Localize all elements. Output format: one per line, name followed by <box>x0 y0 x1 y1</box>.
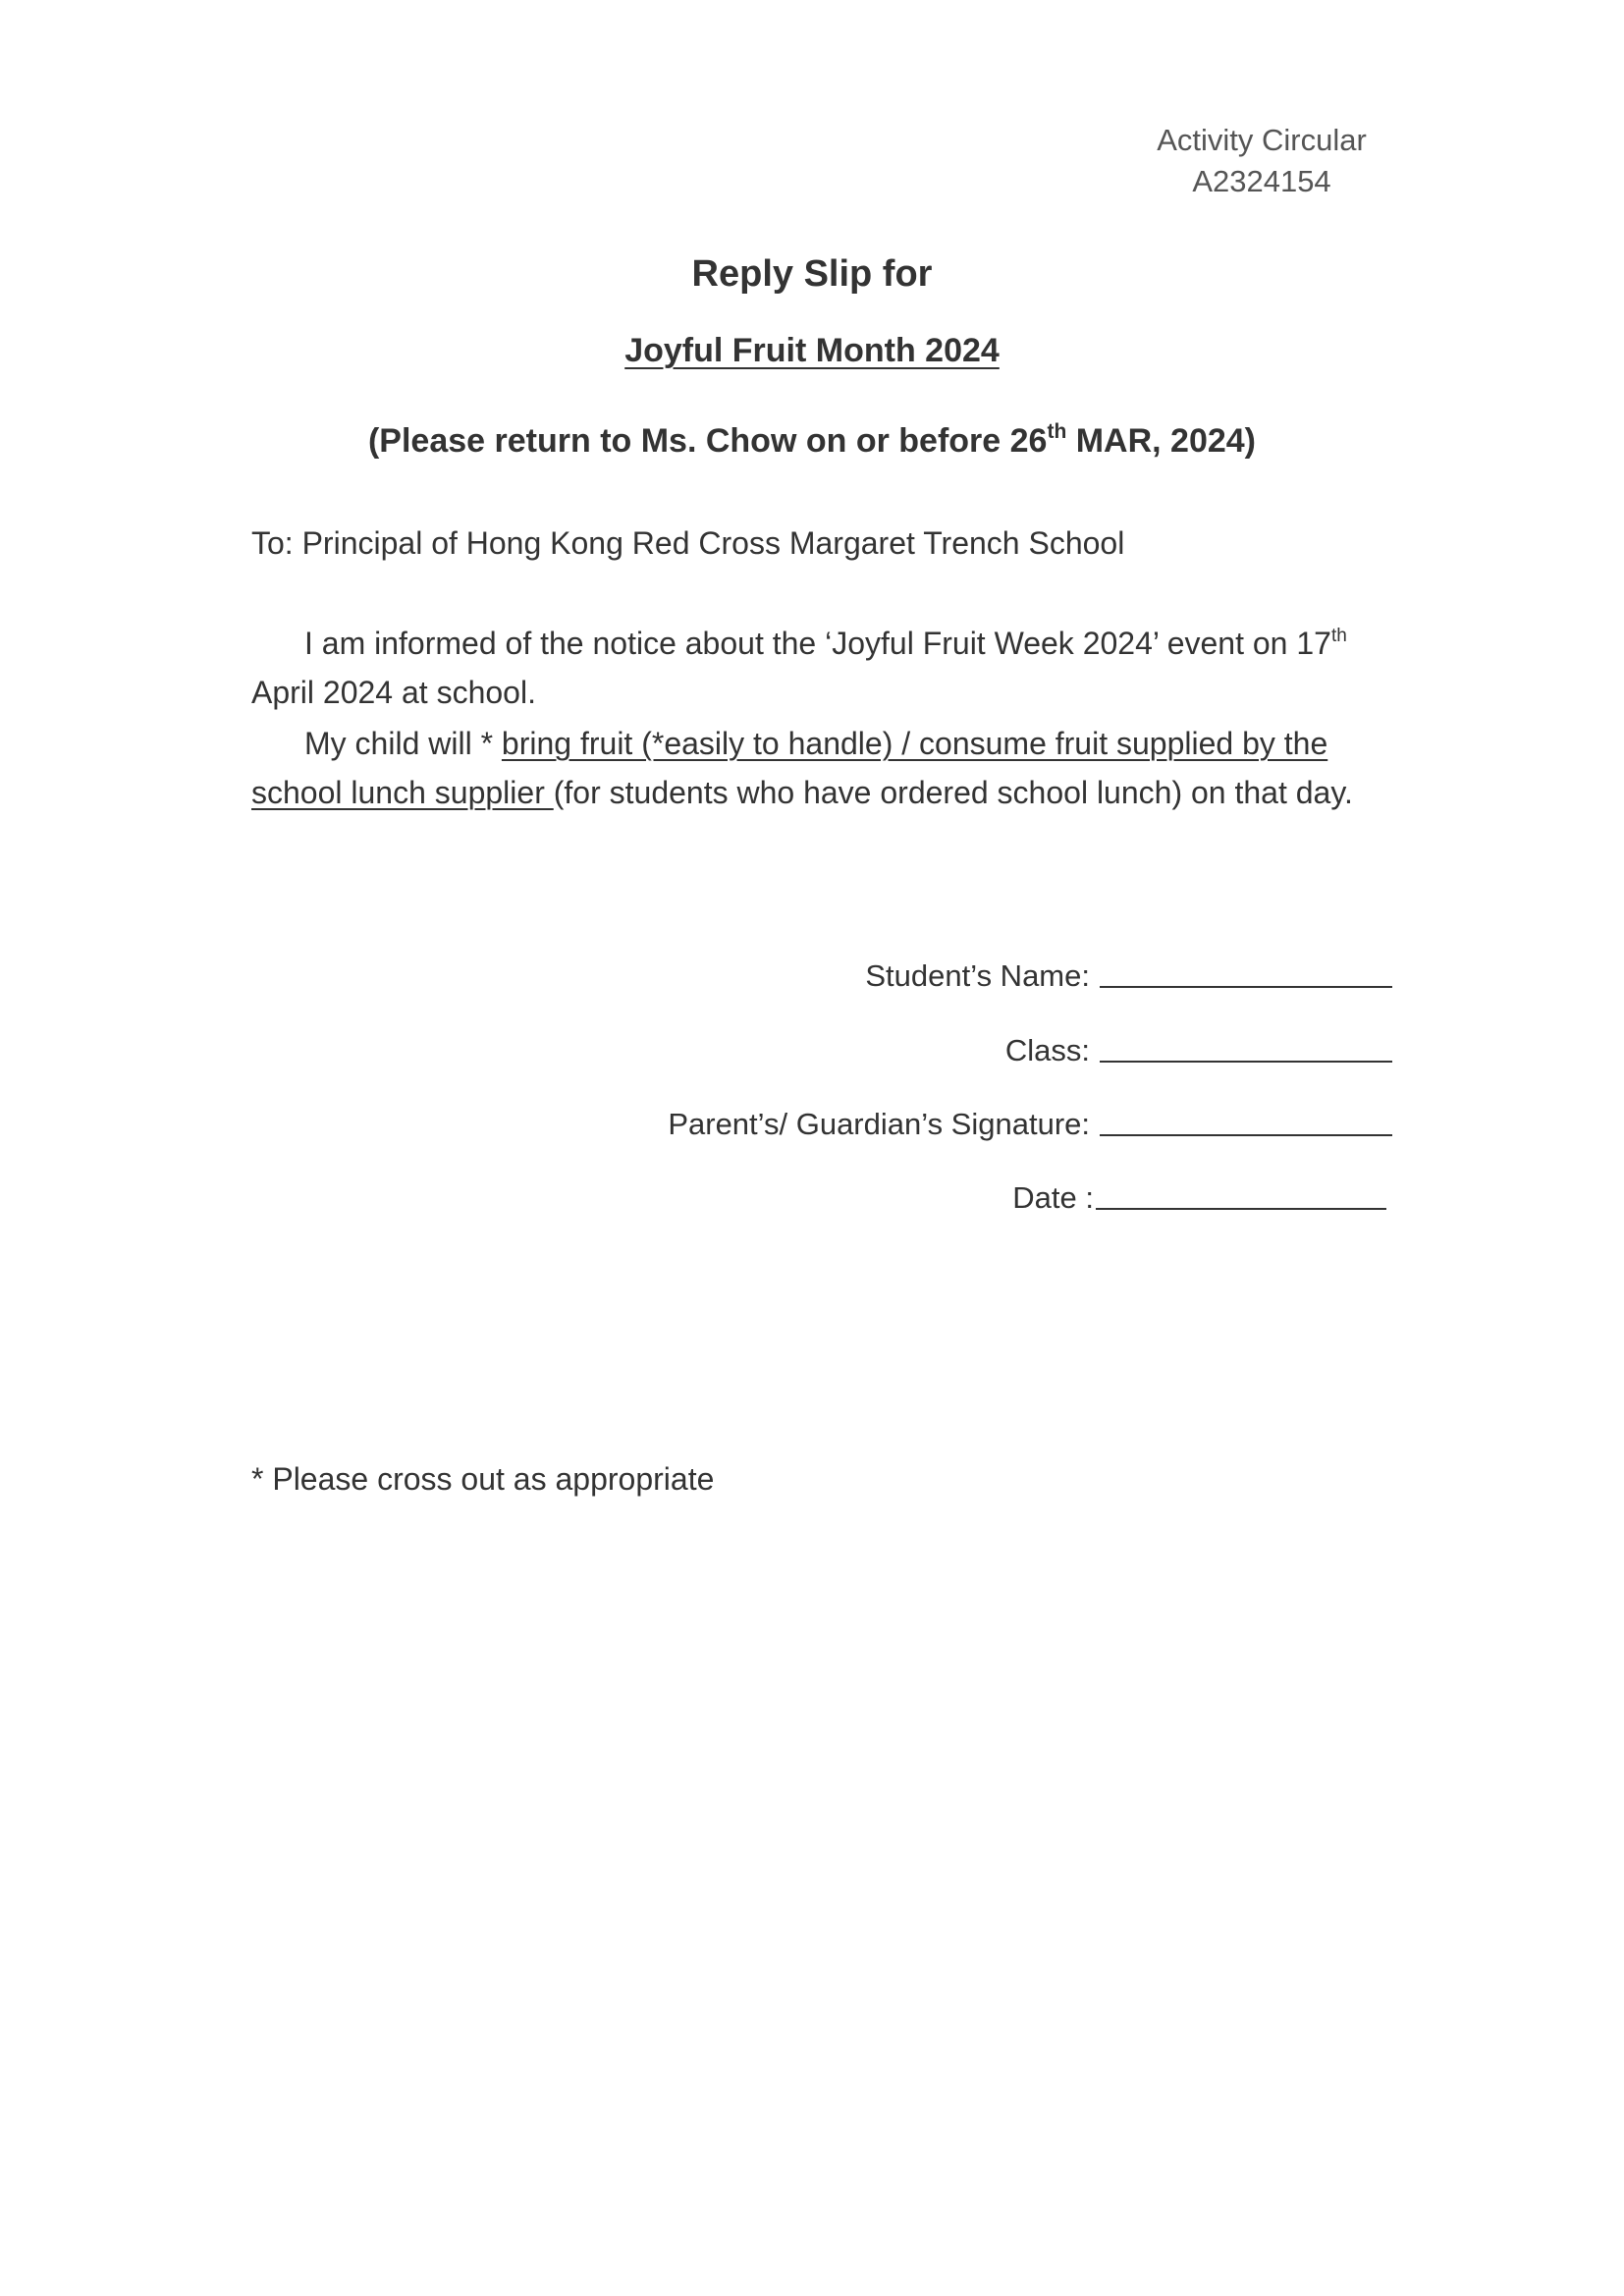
choice-paragraph <box>251 719 1392 817</box>
student-name-field[interactable] <box>865 958 1392 994</box>
notice-text: I am informed of the notice about the ‘Joyful Fruit Week 2024’ event on 17 <box>304 626 1331 661</box>
field-label: Class: <box>1004 1033 1090 1067</box>
blank-line[interactable] <box>1100 1061 1392 1063</box>
field-label: Student’s Name: <box>865 958 1090 993</box>
subtitle-text: Joyful Fruit Month 2024 <box>624 332 1000 369</box>
notice-paragraph <box>251 619 1392 717</box>
choice-tail: (for students who have ordered school lunch) on that day. <box>553 775 1353 810</box>
blank-line[interactable] <box>1096 1208 1386 1210</box>
deadline-superscript: th <box>1047 420 1067 443</box>
signature-field[interactable] <box>668 1107 1392 1142</box>
footnote: * Please cross out as appropriate <box>251 1461 715 1497</box>
circular-reference <box>1129 120 1394 202</box>
deadline-prefix: (Please return to Ms. Chow on or before 26 <box>367 422 1048 460</box>
class-field[interactable] <box>1005 1033 1392 1068</box>
circular-label: Activity Circular <box>1157 123 1367 157</box>
blank-line[interactable] <box>1100 1134 1392 1136</box>
choice-lead: My child will * <box>304 726 502 761</box>
date-field[interactable] <box>1012 1180 1386 1216</box>
choice-options[interactable]: bring fruit (*easily to handle) / consume fruit supplied by the school lunch supplier <box>251 726 1328 810</box>
deadline-suffix: MAR, 2024) <box>1066 422 1257 460</box>
notice-text-after: April 2024 at school. <box>251 675 536 710</box>
return-deadline <box>0 422 1624 461</box>
field-label: Parent’s/ Guardian’s Signature: <box>668 1107 1090 1141</box>
page-subtitle <box>0 332 1624 370</box>
circular-number: A2324154 <box>1192 164 1331 198</box>
page-title: Reply Slip for <box>691 253 933 295</box>
notice-superscript: th <box>1330 626 1347 646</box>
field-label: Date : <box>1012 1180 1094 1215</box>
blank-line[interactable] <box>1100 986 1392 988</box>
addressee-line: To: Principal of Hong Kong Red Cross Margaret Trench School <box>251 525 1125 561</box>
